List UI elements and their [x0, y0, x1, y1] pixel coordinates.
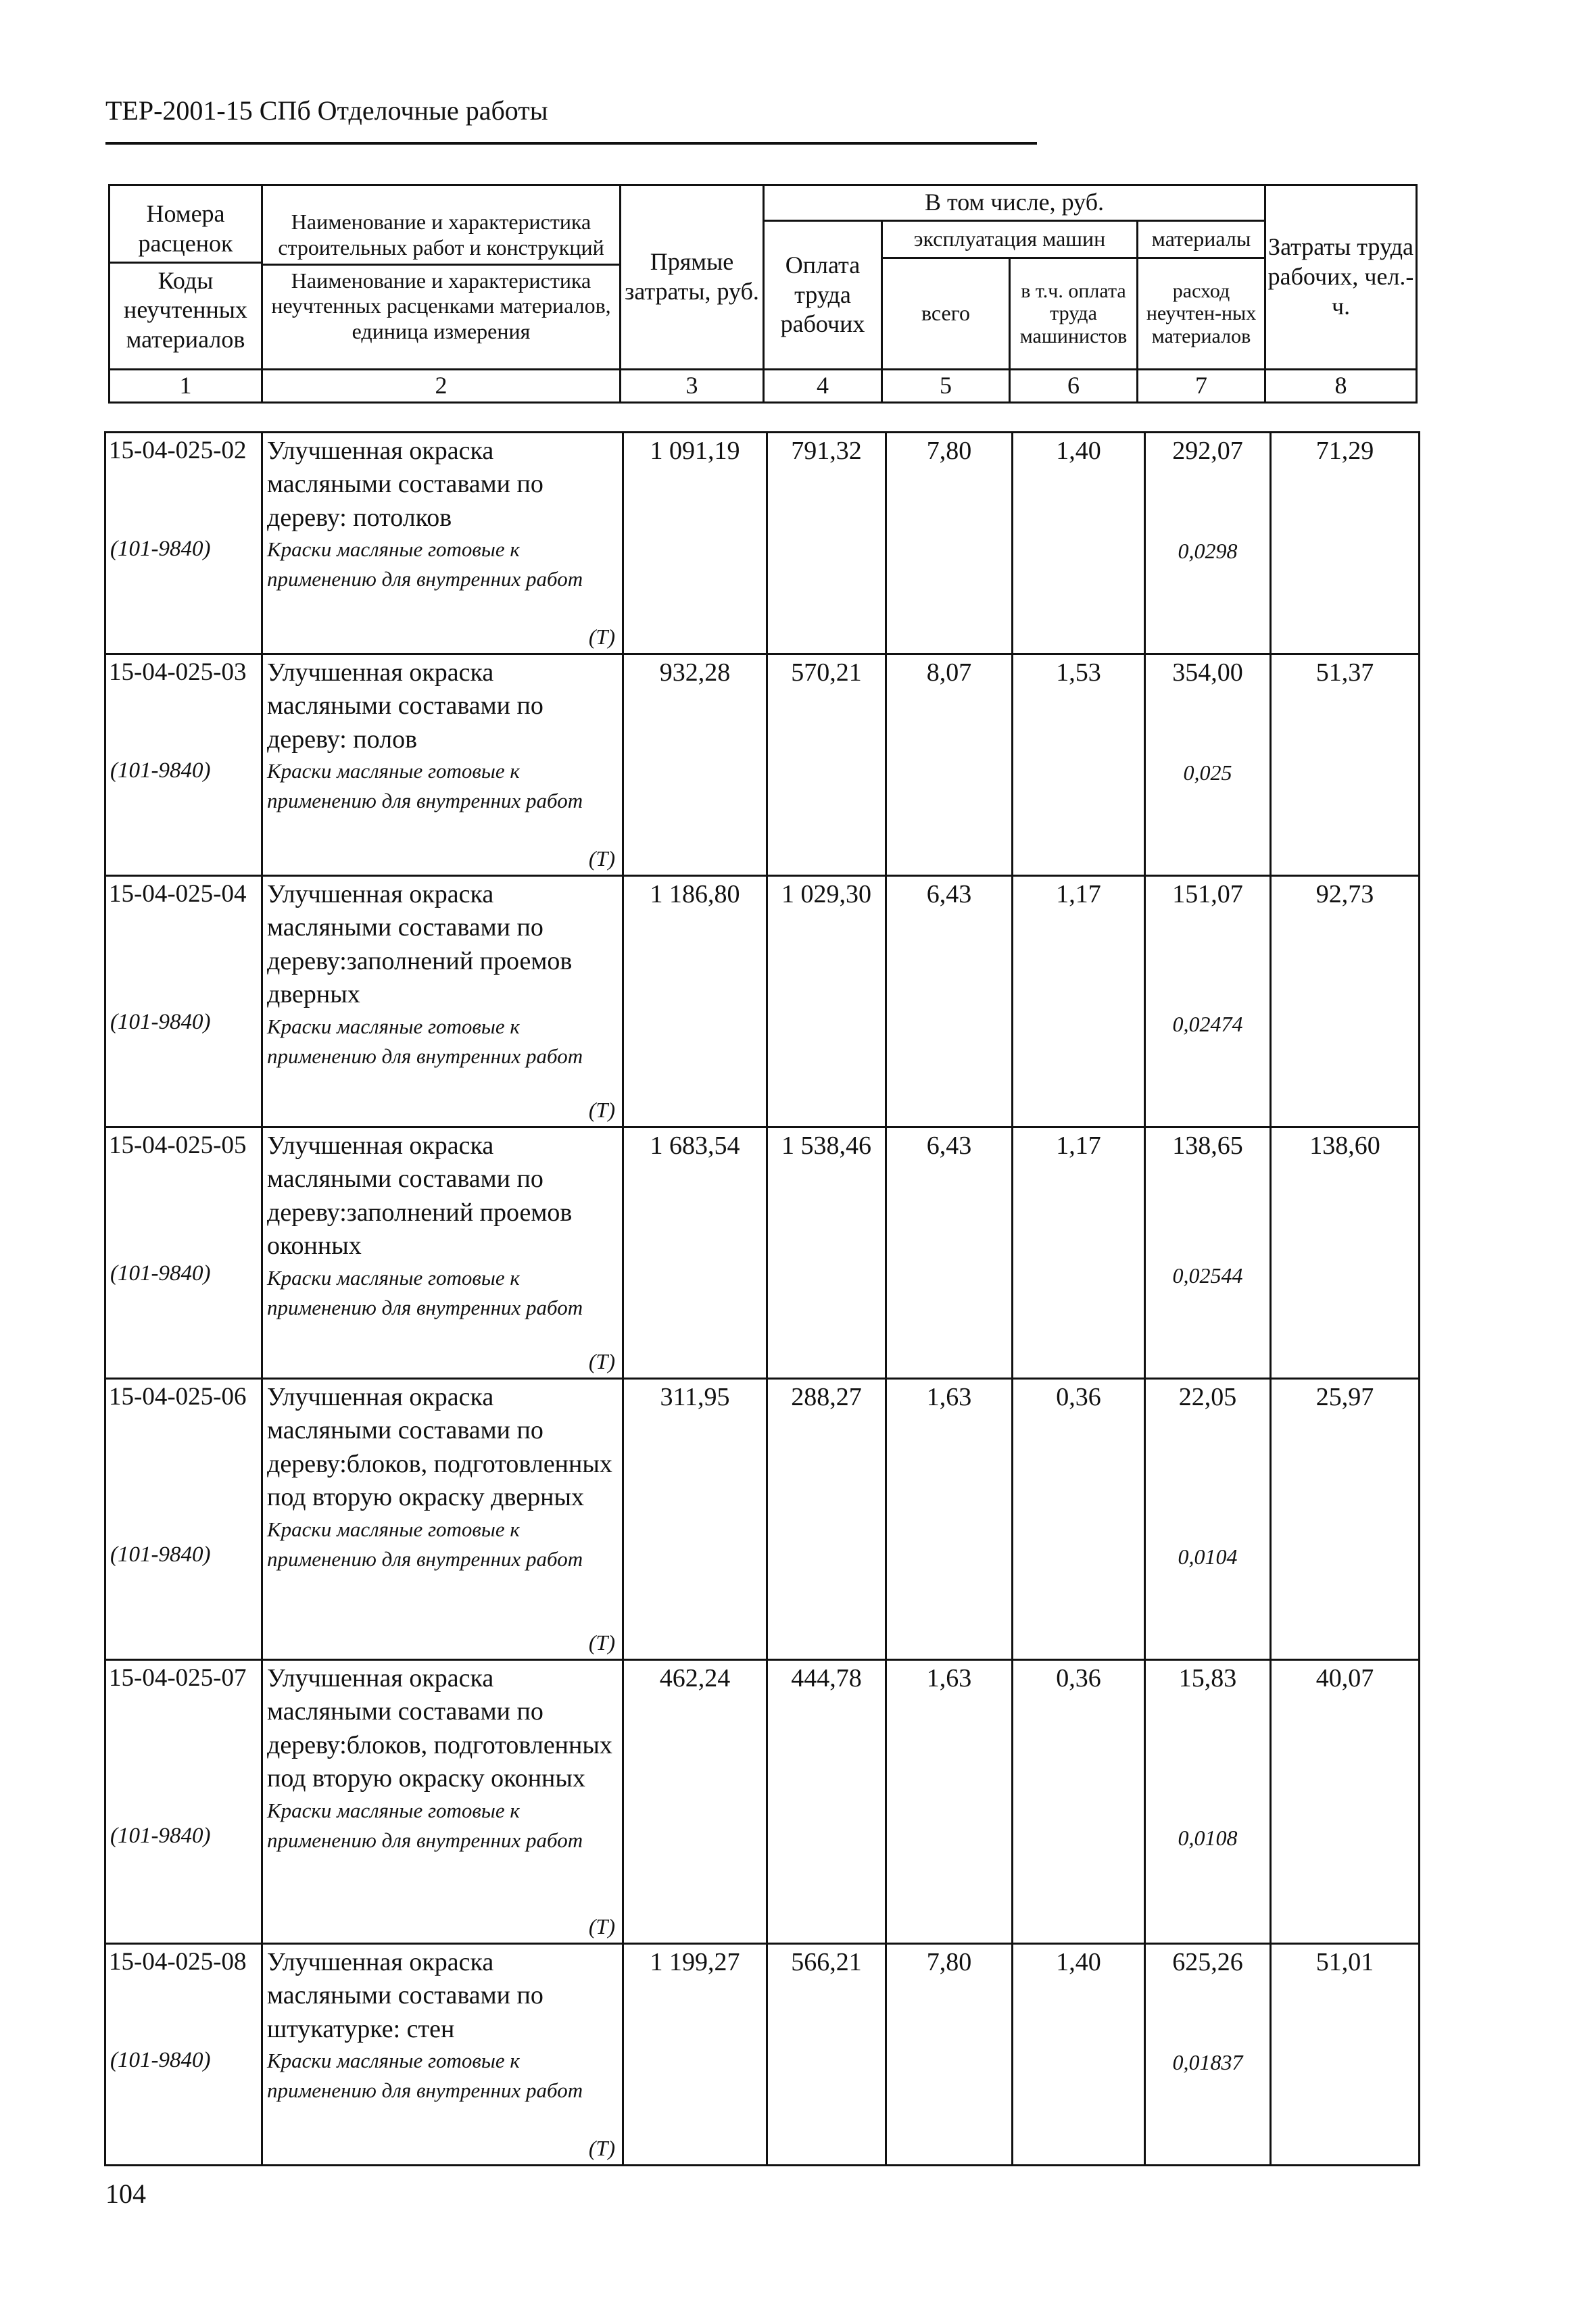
machines-total: 7,80: [886, 433, 1013, 654]
materials-cell: [1145, 1660, 1271, 1944]
rate-code-cell: [105, 1660, 262, 1944]
rates-table: [104, 431, 1420, 2166]
col-number: 7: [1138, 370, 1265, 403]
material-name: Краски масляные готовые к применению для внутренних работ: [267, 1014, 583, 1068]
machinists-wages: 1,40: [1013, 433, 1145, 654]
labor-hours: 71,29: [1271, 433, 1420, 654]
materials-cost: 625,26: [1172, 1948, 1243, 1976]
materials-cell: [1145, 1379, 1271, 1660]
header-col3: Прямые затраты, руб.: [621, 185, 764, 370]
direct-costs: 1 199,27: [623, 1944, 767, 2166]
work-description-cell: [262, 1379, 623, 1660]
labor-hours: 92,73: [1271, 876, 1420, 1127]
rate-code: 15-04-025-03: [109, 658, 247, 686]
labor-wages: 566,21: [767, 1944, 886, 2166]
material-name: Краски масляные готовые к применению для внутренних работ: [267, 759, 583, 813]
machines-total: 6,43: [886, 876, 1013, 1127]
machinists-wages: 1,53: [1013, 654, 1145, 876]
table-row: [105, 654, 1420, 876]
material-code: (101-9840): [110, 1542, 211, 1567]
header-col6: в т.ч. оплата труда машинистов: [1010, 258, 1138, 370]
header-col7: расход неучтен-ных материалов: [1138, 258, 1265, 370]
rate-code-cell: [105, 876, 262, 1127]
labor-wages: 1 029,30: [767, 876, 886, 1127]
col-number: 8: [1265, 370, 1417, 403]
materials-cost: 151,07: [1172, 880, 1243, 908]
header-col1-bottom: Коды неучтенных материалов: [124, 266, 247, 354]
material-quantity: 0,02474: [1172, 1012, 1243, 1036]
material-quantity: 0,0104: [1178, 1544, 1238, 1569]
work-description-cell: [262, 876, 623, 1127]
rate-code-cell: [105, 1379, 262, 1660]
col-number: 5: [882, 370, 1010, 403]
machinists-wages: 1,17: [1013, 1127, 1145, 1379]
header-col4: Оплата труда рабочих: [764, 221, 882, 370]
material-name: Краски масляные готовые к применению для внутренних работ: [267, 537, 583, 591]
material-code: (101-9840): [110, 758, 211, 783]
materials-cell: [1145, 1127, 1271, 1379]
work-name: Улучшенная окраска масляными составами по дереву: полов: [267, 658, 543, 754]
direct-costs: 1 683,54: [623, 1127, 767, 1379]
machinists-wages: 0,36: [1013, 1660, 1145, 1944]
header-col2-bottom: Наименование и характеристика неучтенных расценками материалов, единица измерения: [271, 268, 611, 344]
header-col5: всего: [882, 258, 1010, 370]
header-col1-top: Номера расценок: [110, 197, 261, 264]
material-code: (101-9840): [110, 537, 211, 561]
table-row: [105, 1379, 1420, 1660]
material-code: (101-9840): [110, 1010, 211, 1034]
unit-mark: (Т): [588, 846, 615, 871]
material-name: Краски масляные готовые к применению для внутренних работ: [267, 1798, 583, 1852]
column-header-table: [108, 184, 1418, 404]
direct-costs: 311,95: [623, 1379, 767, 1660]
labor-hours: 25,97: [1271, 1379, 1420, 1660]
header-materials: материалы: [1138, 221, 1265, 258]
unit-mark: (Т): [588, 1630, 615, 1655]
work-name: Улучшенная окраска масляными составами по дереву:блоков, подготовленных под вторую окраску оконных: [267, 1664, 612, 1793]
col-number: 6: [1010, 370, 1138, 403]
rate-code-cell: [105, 433, 262, 654]
rate-code: 15-04-025-06: [109, 1383, 247, 1411]
machines-total: 7,80: [886, 1944, 1013, 2166]
material-code: (101-9840): [110, 1824, 211, 1848]
header-col2: [262, 185, 621, 370]
work-name: Улучшенная окраска масляными составами по дереву:блоков, подготовленных под вторую окраску дверных: [267, 1383, 612, 1512]
labor-hours: 51,01: [1271, 1944, 1420, 2166]
material-name: Краски масляные готовые к применению для внутренних работ: [267, 1517, 583, 1571]
material-code: (101-9840): [110, 1261, 211, 1286]
direct-costs: 462,24: [623, 1660, 767, 1944]
labor-wages: 1 538,46: [767, 1127, 886, 1379]
machinists-wages: 1,17: [1013, 876, 1145, 1127]
rate-code-cell: [105, 1944, 262, 2166]
header-col2-top: Наименование и характеристика строительных работ и конструкций: [263, 207, 619, 266]
header-machines: эксплуатация машин: [882, 221, 1138, 258]
page-number: 104: [105, 2178, 146, 2209]
table-row: [105, 1127, 1420, 1379]
rate-code: 15-04-025-08: [109, 1948, 247, 1976]
col-number: 3: [621, 370, 764, 403]
unit-mark: (Т): [588, 1098, 615, 1123]
rate-code-cell: [105, 1127, 262, 1379]
work-name: Улучшенная окраска масляными составами по дереву:заполнений проемов дверных: [267, 880, 573, 1009]
machines-total: 6,43: [886, 1127, 1013, 1379]
rate-code: 15-04-025-05: [109, 1131, 247, 1159]
work-name: Улучшенная окраска масляными составами по штукатурке: стен: [267, 1948, 543, 2043]
work-name: Улучшенная окраска масляными составами по дереву: потолков: [267, 437, 543, 532]
rate-code: 15-04-025-04: [109, 880, 247, 908]
labor-wages: 444,78: [767, 1660, 886, 1944]
materials-cost: 292,07: [1172, 437, 1243, 465]
material-quantity: 0,01837: [1172, 2050, 1243, 2074]
header-col8: Затраты труда рабочих, чел.-ч.: [1265, 185, 1417, 370]
labor-hours: 138,60: [1271, 1127, 1420, 1379]
materials-cost: 22,05: [1178, 1383, 1237, 1411]
labor-hours: 51,37: [1271, 654, 1420, 876]
labor-hours: 40,07: [1271, 1660, 1420, 1944]
materials-cell: [1145, 654, 1271, 876]
labor-wages: 570,21: [767, 654, 886, 876]
materials-cell: [1145, 1944, 1271, 2166]
work-description-cell: [262, 1127, 623, 1379]
material-name: Краски масляные готовые к применению для внутренних работ: [267, 2049, 583, 2103]
materials-cell: [1145, 876, 1271, 1127]
machinists-wages: 0,36: [1013, 1379, 1145, 1660]
material-quantity: 0,02544: [1172, 1263, 1243, 1288]
direct-costs: 1 186,80: [623, 876, 767, 1127]
col-number: 1: [110, 370, 262, 403]
material-quantity: 0,0298: [1178, 539, 1238, 563]
table-row: [105, 433, 1420, 654]
header-group: В том числе, руб.: [764, 185, 1265, 221]
rate-code-cell: [105, 654, 262, 876]
work-description-cell: [262, 433, 623, 654]
material-code: (101-9840): [110, 2048, 211, 2072]
rate-code: 15-04-025-07: [109, 1664, 247, 1692]
direct-costs: 932,28: [623, 654, 767, 876]
table-row: [105, 876, 1420, 1127]
materials-cost: 138,65: [1172, 1131, 1243, 1160]
unit-mark: (Т): [588, 1914, 615, 1939]
rate-code: 15-04-025-02: [109, 437, 247, 464]
table-row: [105, 1660, 1420, 1944]
col-number: 2: [262, 370, 621, 403]
table-row: [105, 1944, 1420, 2166]
materials-cost: 15,83: [1178, 1664, 1237, 1692]
unit-mark: (Т): [588, 625, 615, 650]
document-title: ТЕР-2001-15 СПб Отделочные работы: [105, 95, 548, 126]
labor-wages: 791,32: [767, 433, 886, 654]
work-description-cell: [262, 654, 623, 876]
work-name: Улучшенная окраска масляными составами по дереву:заполнений проемов оконных: [267, 1131, 573, 1261]
header-col1: [110, 185, 262, 370]
machines-total: 8,07: [886, 654, 1013, 876]
material-quantity: 0,0108: [1178, 1826, 1238, 1850]
work-description-cell: [262, 1944, 623, 2166]
material-quantity: 0,025: [1183, 760, 1232, 785]
direct-costs: 1 091,19: [623, 433, 767, 654]
unit-mark: (Т): [588, 2136, 615, 2161]
materials-cost: 354,00: [1172, 658, 1243, 687]
header-divider: [105, 142, 1037, 145]
unit-mark: (Т): [588, 1349, 615, 1374]
machinists-wages: 1,40: [1013, 1944, 1145, 2166]
materials-cell: [1145, 433, 1271, 654]
labor-wages: 288,27: [767, 1379, 886, 1660]
work-description-cell: [262, 1660, 623, 1944]
machines-total: 1,63: [886, 1660, 1013, 1944]
material-name: Краски масляные готовые к применению для внутренних работ: [267, 1265, 583, 1319]
machines-total: 1,63: [886, 1379, 1013, 1660]
col-number: 4: [764, 370, 882, 403]
